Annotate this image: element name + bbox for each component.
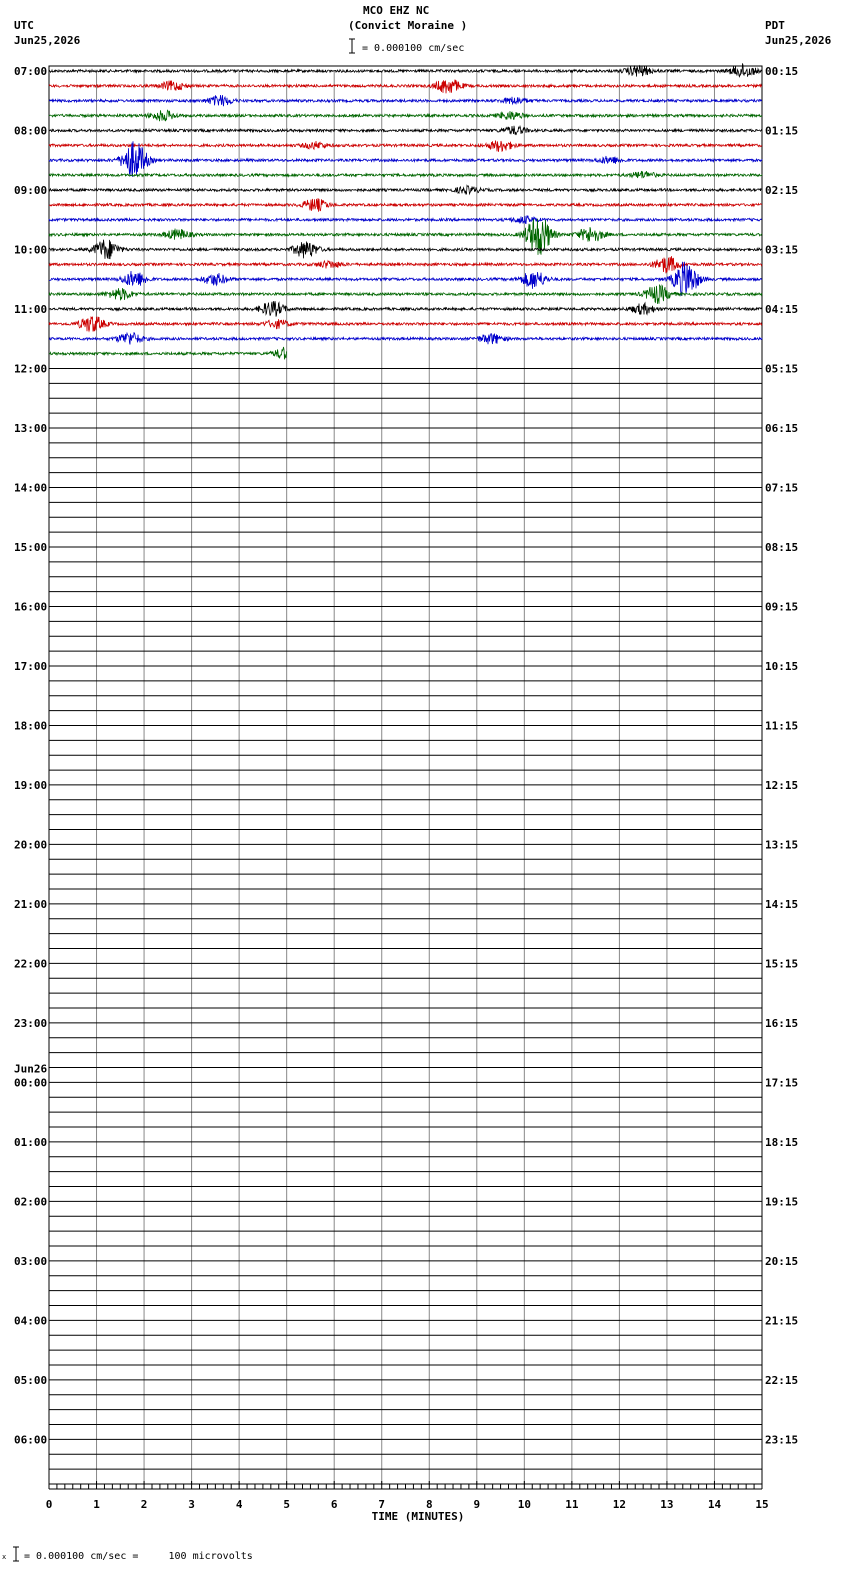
utc-hour-label: 04:00: [14, 1314, 48, 1328]
pdt-hour-label: 20:15: [765, 1254, 799, 1268]
left-date: Jun25,2026: [14, 34, 81, 47]
x-tick-label: 8: [425, 1498, 433, 1511]
pdt-hour-label: 11:15: [765, 719, 799, 733]
seismic-trace-row: [49, 186, 762, 195]
scale-label: = 0.000100 cm/sec: [362, 43, 465, 54]
utc-hour-label: 17:00: [14, 659, 48, 673]
utc-hour-label: 07:00: [14, 65, 48, 78]
utc-hour-label: 16:00: [14, 600, 48, 614]
pdt-hour-label: 15:15: [765, 957, 799, 971]
pdt-hour-label: 01:15: [765, 124, 799, 138]
traces: [49, 63, 762, 359]
seismic-trace-row: [49, 80, 762, 94]
utc-hour-label: 03:00: [14, 1254, 48, 1268]
right-timezone: PDT: [765, 19, 785, 32]
utc-hour-label: 02:00: [14, 1195, 48, 1209]
seismic-trace-row: [49, 198, 762, 212]
pdt-hour-label: 18:15: [765, 1135, 799, 1149]
seismic-trace-row: [49, 333, 762, 345]
x-tick-label: 13: [660, 1498, 674, 1511]
footer-scale-icon: [2, 1546, 24, 1562]
pdt-hour-label: 08:15: [765, 540, 799, 554]
utc-hour-label: 21:00: [14, 897, 48, 911]
pdt-hour-label: 04:15: [765, 302, 799, 316]
utc-date-label: Jun26: [14, 1062, 48, 1076]
utc-hour-label: 01:00: [14, 1135, 48, 1149]
utc-hour-label: 13:00: [14, 421, 48, 435]
utc-hour-label: 15:00: [14, 540, 48, 554]
pdt-hour-label: 03:15: [765, 243, 799, 257]
seismic-trace-row: [49, 63, 762, 76]
seismic-trace-row: [49, 317, 762, 332]
x-tick-label: 10: [517, 1498, 531, 1511]
seismic-trace-row: [49, 126, 762, 135]
utc-hour-label: 09:00: [14, 183, 48, 197]
seismic-trace-row: [49, 110, 762, 121]
seismic-trace-row: [49, 347, 287, 359]
left-timezone: UTC: [14, 19, 34, 32]
seismic-trace-row: [49, 141, 762, 152]
utc-hour-label: 00:00: [14, 1076, 48, 1090]
x-tick-label: 11: [565, 1498, 579, 1511]
x-tick-label: 7: [378, 1498, 386, 1511]
x-tick-label: 0: [45, 1498, 53, 1511]
utc-hour-label: 18:00: [14, 719, 48, 733]
station-location: (Convict Moraine ): [348, 19, 468, 32]
pdt-hour-label: 05:15: [765, 362, 799, 376]
svg-text:x: x: [2, 1553, 7, 1561]
seismic-trace-row: [49, 256, 762, 273]
x-tick-label: 9: [473, 1498, 481, 1511]
pdt-hour-label: 07:15: [765, 481, 799, 495]
x-tick-label: 1: [93, 1498, 100, 1511]
pdt-hour-label: 02:15: [765, 183, 799, 197]
seismic-trace-row: [49, 95, 762, 106]
utc-hour-label: 14:00: [14, 481, 48, 495]
station-title: MCO EHZ NC: [363, 4, 430, 17]
utc-hour-label: 23:00: [14, 1016, 48, 1030]
right-date: Jun25,2026: [765, 34, 832, 47]
x-axis-label: TIME (MINUTES): [371, 1510, 465, 1523]
x-tick-label: 4: [235, 1498, 243, 1511]
utc-hour-label: 20:00: [14, 838, 48, 852]
pdt-hour-label: 16:15: [765, 1016, 799, 1030]
x-tick-label: 6: [330, 1498, 338, 1511]
pdt-hour-label: 14:15: [765, 897, 799, 911]
x-tick-label: 15: [755, 1498, 769, 1511]
seismic-trace-row: [49, 141, 762, 177]
utc-hour-label: 12:00: [14, 362, 48, 376]
pdt-hour-label: 17:15: [765, 1076, 799, 1090]
utc-hour-label: 22:00: [14, 957, 48, 971]
utc-hour-label: 05:00: [14, 1373, 48, 1387]
pdt-hour-label: 12:15: [765, 778, 799, 792]
pdt-hour-label: 10:15: [765, 659, 799, 673]
pdt-hour-label: 22:15: [765, 1373, 799, 1387]
seismic-trace-row: [49, 240, 762, 259]
x-tick-label: 5: [283, 1498, 290, 1511]
utc-hour-label: 06:00: [14, 1433, 48, 1447]
pdt-hour-label: 19:15: [765, 1195, 799, 1209]
x-tick-label: 14: [707, 1498, 722, 1511]
utc-hour-label: 19:00: [14, 778, 48, 792]
utc-hour-label: 08:00: [14, 124, 48, 138]
seismic-trace-row: [49, 171, 762, 178]
pdt-hour-label: 06:15: [765, 421, 799, 435]
utc-hour-label: 11:00: [14, 302, 48, 316]
x-tick-label: 12: [612, 1498, 627, 1511]
utc-hour-label: 10:00: [14, 243, 48, 257]
seismic-trace-row: [49, 301, 762, 317]
pdt-hour-label: 09:15: [765, 600, 799, 614]
x-tick-label: 2: [140, 1498, 148, 1511]
x-tick-label: 3: [188, 1498, 195, 1511]
pdt-hour-label: 00:15: [765, 65, 799, 78]
pdt-hour-label: 13:15: [765, 838, 799, 852]
pdt-hour-label: 23:15: [765, 1433, 799, 1447]
footer-scale-note: = 0.000100 cm/sec = 100 microvolts: [24, 1551, 253, 1562]
seismic-trace-row: [49, 216, 762, 224]
pdt-hour-label: 21:15: [765, 1314, 799, 1328]
seismic-trace-row: [49, 285, 762, 304]
